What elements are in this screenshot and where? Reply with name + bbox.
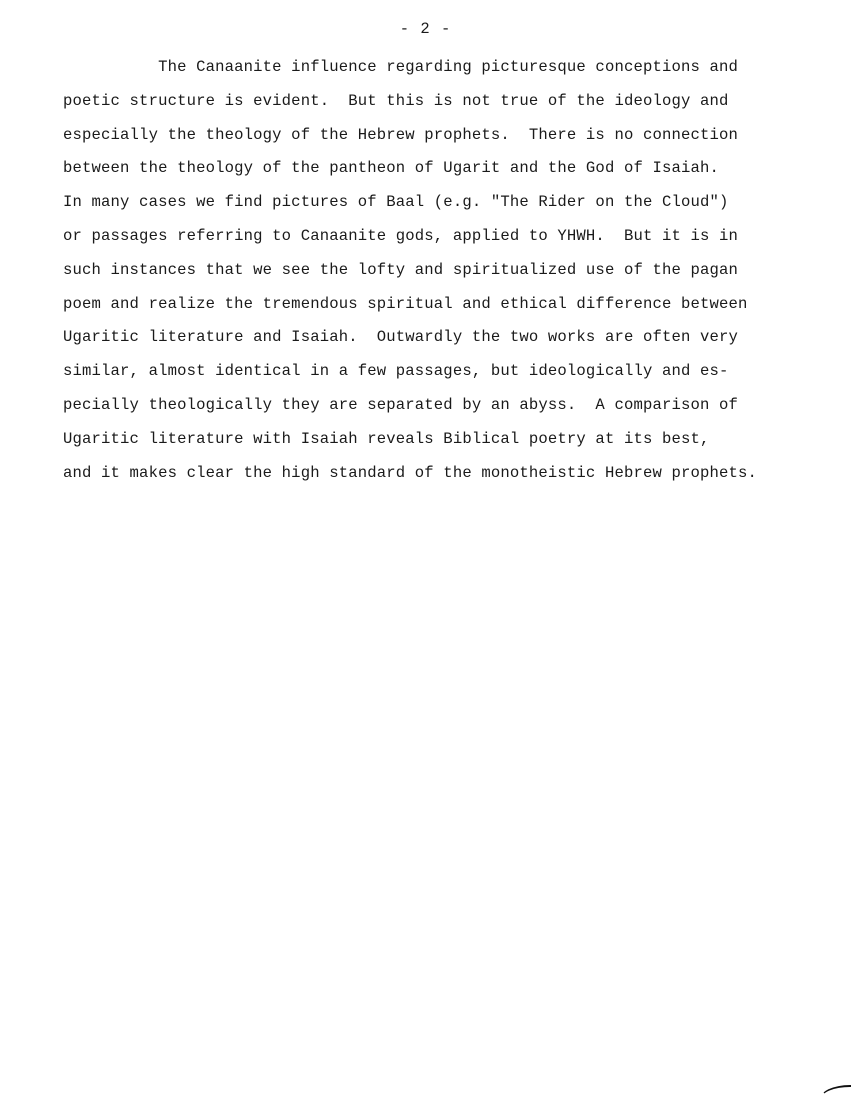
paragraph-line: or passages referring to Canaanite gods, applied to YHWH. But it is in bbox=[63, 226, 739, 245]
body-paragraph bbox=[63, 56, 823, 495]
paragraph-line: In many cases we find pictures of Baal (e.g. "The Rider on the Cloud") bbox=[63, 193, 729, 212]
page-corner-curl bbox=[820, 1085, 851, 1101]
page-number: - 2 - bbox=[399, 20, 452, 38]
paragraph-line: poem and realize the tremendous spiritual and ethical difference between bbox=[63, 294, 748, 313]
paragraph-line: and it makes clear the high standard of the monotheistic Hebrew prophets. bbox=[63, 463, 758, 482]
paragraph-line: especially the theology of the Hebrew prophets. There is no connection bbox=[63, 125, 739, 144]
paragraph-line: Ugaritic literature with Isaiah reveals Biblical poetry at its best, bbox=[63, 429, 710, 448]
paragraph-line: such instances that we see the lofty and spiritualized use of the pagan bbox=[63, 260, 739, 279]
paragraph-line: The Canaanite influence regarding picturesque conceptions and bbox=[63, 58, 739, 76]
paragraph-line: similar, almost identical in a few passages, but ideologically and es- bbox=[63, 362, 729, 381]
paragraph-line: Ugaritic literature and Isaiah. Outwardly the two works are often very bbox=[63, 328, 739, 347]
paragraph-line: between the theology of the pantheon of Ugarit and the God of Isaiah. bbox=[63, 159, 720, 178]
paragraph-line: pecially theologically they are separated by an abyss. A comparison of bbox=[63, 395, 739, 414]
paragraph-line: poetic structure is evident. But this is not true of the ideology and bbox=[63, 91, 729, 110]
